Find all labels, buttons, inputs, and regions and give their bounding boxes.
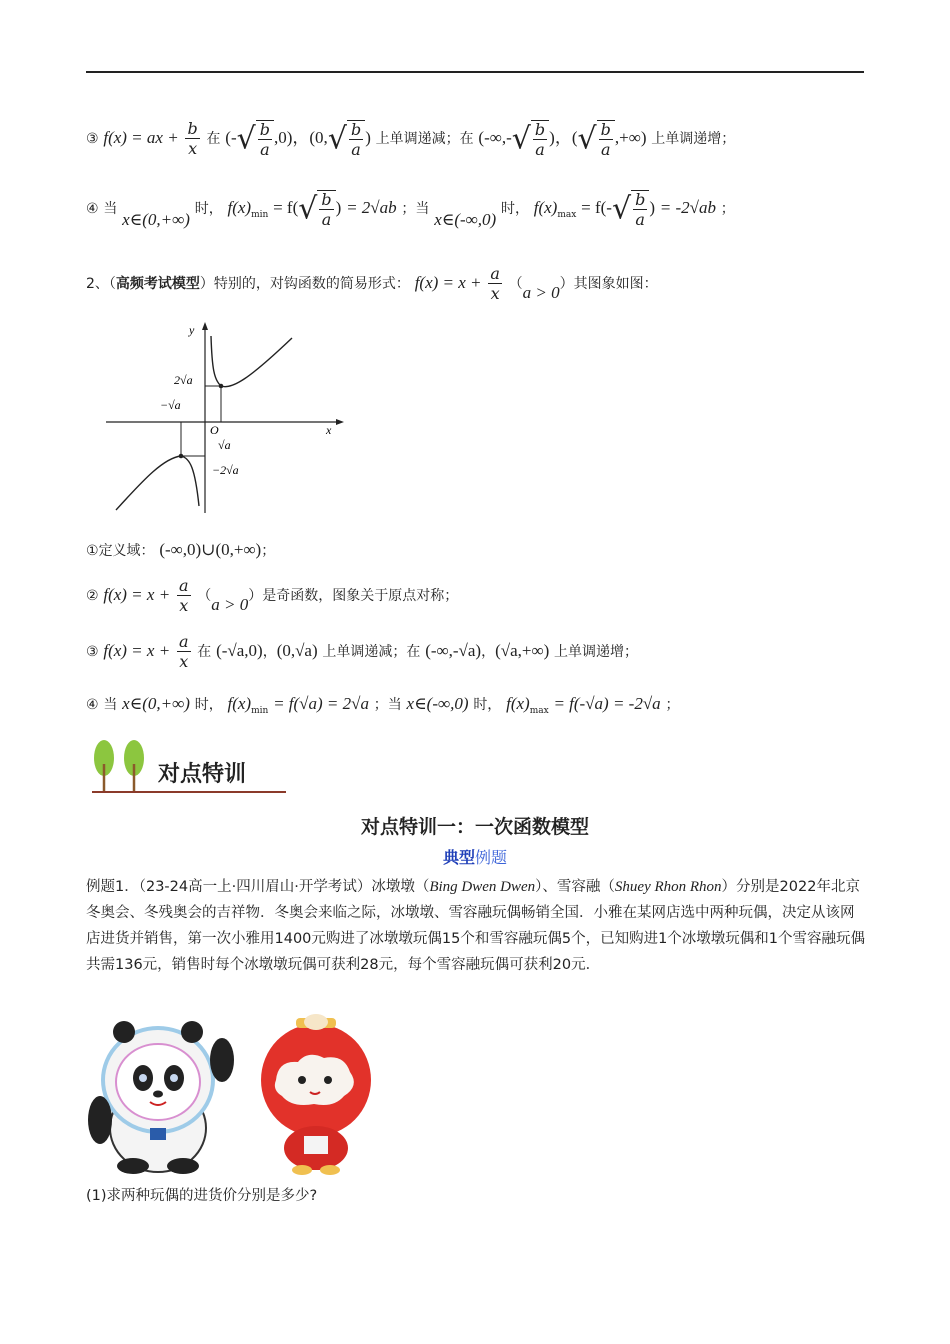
y-axis-arrow	[202, 322, 208, 330]
hook-function-graph	[100, 318, 350, 518]
section-title: 对点特训一：一次函数模型	[360, 816, 589, 838]
mascots-image	[88, 1010, 388, 1175]
shuey-rhon-rhon-mascot	[261, 1014, 371, 1175]
origin-label: O	[210, 423, 219, 437]
property-4-general: ④ 当 x∈(0,+∞) 时， $f(x)_{min} = f(√$ $\frac{b}{a}$ ) = 2√ab ；当 x∈(-∞,0) 时， $f(x)_{max} = f(-√$ $\frac{b}{a}$ ) = -2√ab ；	[86, 190, 735, 229]
label-neg-2sqrta: −2√a	[212, 463, 239, 477]
section-subtitle: 典型例题	[442, 848, 508, 867]
bing-dwen-dwen-mascot	[88, 1021, 234, 1174]
item-1-domain: ①定义域： (-∞,0)∪(0,+∞)；	[86, 540, 276, 559]
section-2-heading: 2、（高频考试模型）特别的，对钩函数的简易形式： f(x) = x + $\frac{a}{x}$ （a > 0）其图象如图：	[86, 264, 658, 303]
item-3-monotonic: ③ f(x) = x + $\frac{a}{x}$ 在 (-√a,0)，(0,√a) 上单调递减；在 (-∞,-√a)，(√a,+∞) 上单调递增；	[86, 632, 639, 671]
top-rule	[86, 71, 864, 73]
y-label: y	[189, 323, 195, 337]
label-sqrta: √a	[218, 438, 231, 452]
left-branch-curve	[116, 456, 199, 510]
property-3-general: ③ f(x) = ax + $\frac{b}{x}$ 在 (-√ $\frac{b}{a}$ ,0)，(0,√ $\frac{b}{a}$ ) 上单调递减；在 (-∞,-√ $\frac{b}{a}$ )，(√ $\frac{b}{a}$ ,+∞) 上单调递增；	[86, 119, 736, 159]
max-point	[179, 454, 184, 459]
right-branch-curve	[211, 336, 292, 387]
x-label: x	[326, 423, 332, 437]
example-paragraph: 例题1．（23-24高一上·四川眉山·开学考试）冰墩墩（Bing Dwen Dwen）、雪容融（Shuey Rhon Rhon）分别是2022年北京冬奥会、冬残奥会的吉祥物．冬奥会来临之际，冰墩墩、雪容融玩偶畅销全国．小雅在某网店选中两种玩偶，决定从该网店进货并销售，第一次小雅用1400元购进了冰墩墩玩偶15个和雪容融玩偶5个，已知购进1个冰墩墩玩偶和1个雪容融玩偶共需136元，销售时每个冰墩墩玩偶可获利28元，每个雪容融玩偶可获利20元．	[86, 879, 866, 973]
label-2sqrta: 2√a	[174, 373, 193, 387]
x-axis-arrow	[336, 419, 344, 425]
label-neg-sqrta: −√a	[160, 398, 181, 412]
min-point	[219, 384, 224, 389]
question-1: (1)求两种玩偶的进货价分别是多少?	[86, 1188, 318, 1204]
item-2-odd: ② f(x) = x + $\frac{a}{x}$ （a > 0）是奇函数，图象关于原点对称；	[86, 576, 459, 615]
item-4-extremum: ④ 当 x∈(0,+∞) 时， $f(x)_{min} = f(√a) = 2√a$ ；当 x∈(-∞,0) 时， $f(x)_{max} = f(-√a) = -2√a$ ；	[86, 694, 680, 716]
banner-text: 对点特训	[158, 762, 247, 787]
